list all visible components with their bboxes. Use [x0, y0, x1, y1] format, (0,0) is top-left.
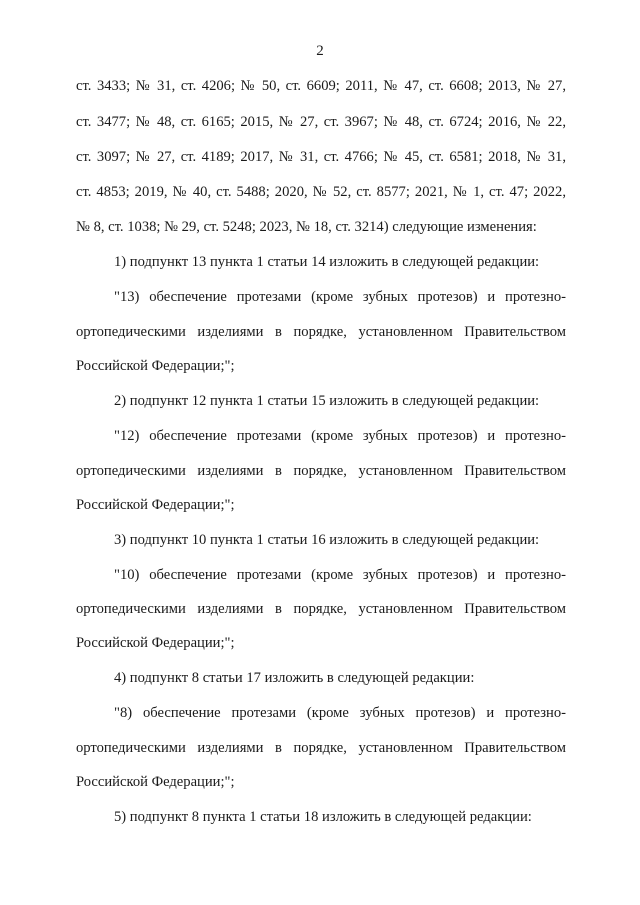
text-line: 5) подпункт 8 пункта 1 статьи 18 изложить в следующей редакции: [114, 809, 532, 825]
text-line: Российской Федерации;"; [76, 497, 235, 513]
text-line: 1) подпункт 13 пункта 1 статьи 14 изложить в следующей редакции: [114, 254, 540, 270]
text-line: ортопедическими изделиями в порядке, установленном Правительством [76, 740, 566, 756]
text-line: Российской Федерации;"; [76, 635, 235, 651]
text-line: ортопедическими изделиями в порядке, установленном Правительством [76, 324, 566, 340]
text-line: "12) обеспечение протезами (кроме зубных протезов) и протезно- [114, 428, 566, 444]
text-line: "8) обеспечение протезами (кроме зубных протезов) и протезно- [114, 705, 566, 721]
page-number: 2 [316, 43, 324, 59]
text-line: Российской Федерации;"; [76, 774, 235, 790]
text-line: № 8, ст. 1038; № 29, ст. 5248; 2023, № 18, ст. 3214) следующие изменения: [76, 219, 537, 235]
text-line: "13) обеспечение протезами (кроме зубных протезов) и протезно- [114, 289, 566, 305]
text-line: 4) подпункт 8 статьи 17 изложить в следующей редакции: [114, 670, 475, 686]
text-line: ортопедическими изделиями в порядке, установленном Правительством [76, 601, 566, 617]
text-line: 3) подпункт 10 пункта 1 статьи 16 изложить в следующей редакции: [114, 532, 540, 548]
text-line: ст. 3477; № 48, ст. 6165; 2015, № 27, ст. 3967; № 48, ст. 6724; 2016, № 22, [76, 114, 566, 130]
text-line: ст. 4853; 2019, № 40, ст. 5488; 2020, № 52, ст. 8577; 2021, № 1, ст. 47; 2022, [76, 184, 566, 200]
text-line: ст. 3097; № 27, ст. 4189; 2017, № 31, ст. 4766; № 45, ст. 6581; 2018, № 31, [76, 149, 566, 165]
text-line: 2) подпункт 12 пункта 1 статьи 15 изложить в следующей редакции: [114, 393, 540, 409]
text-line: ортопедическими изделиями в порядке, установленном Правительством [76, 463, 566, 479]
text-line: ст. 3433; № 31, ст. 4206; № 50, ст. 6609; 2011, № 47, ст. 6608; 2013, № 27, [76, 78, 566, 94]
text-line: "10) обеспечение протезами (кроме зубных протезов) и протезно- [114, 567, 566, 583]
text-line: Российской Федерации;"; [76, 358, 235, 374]
